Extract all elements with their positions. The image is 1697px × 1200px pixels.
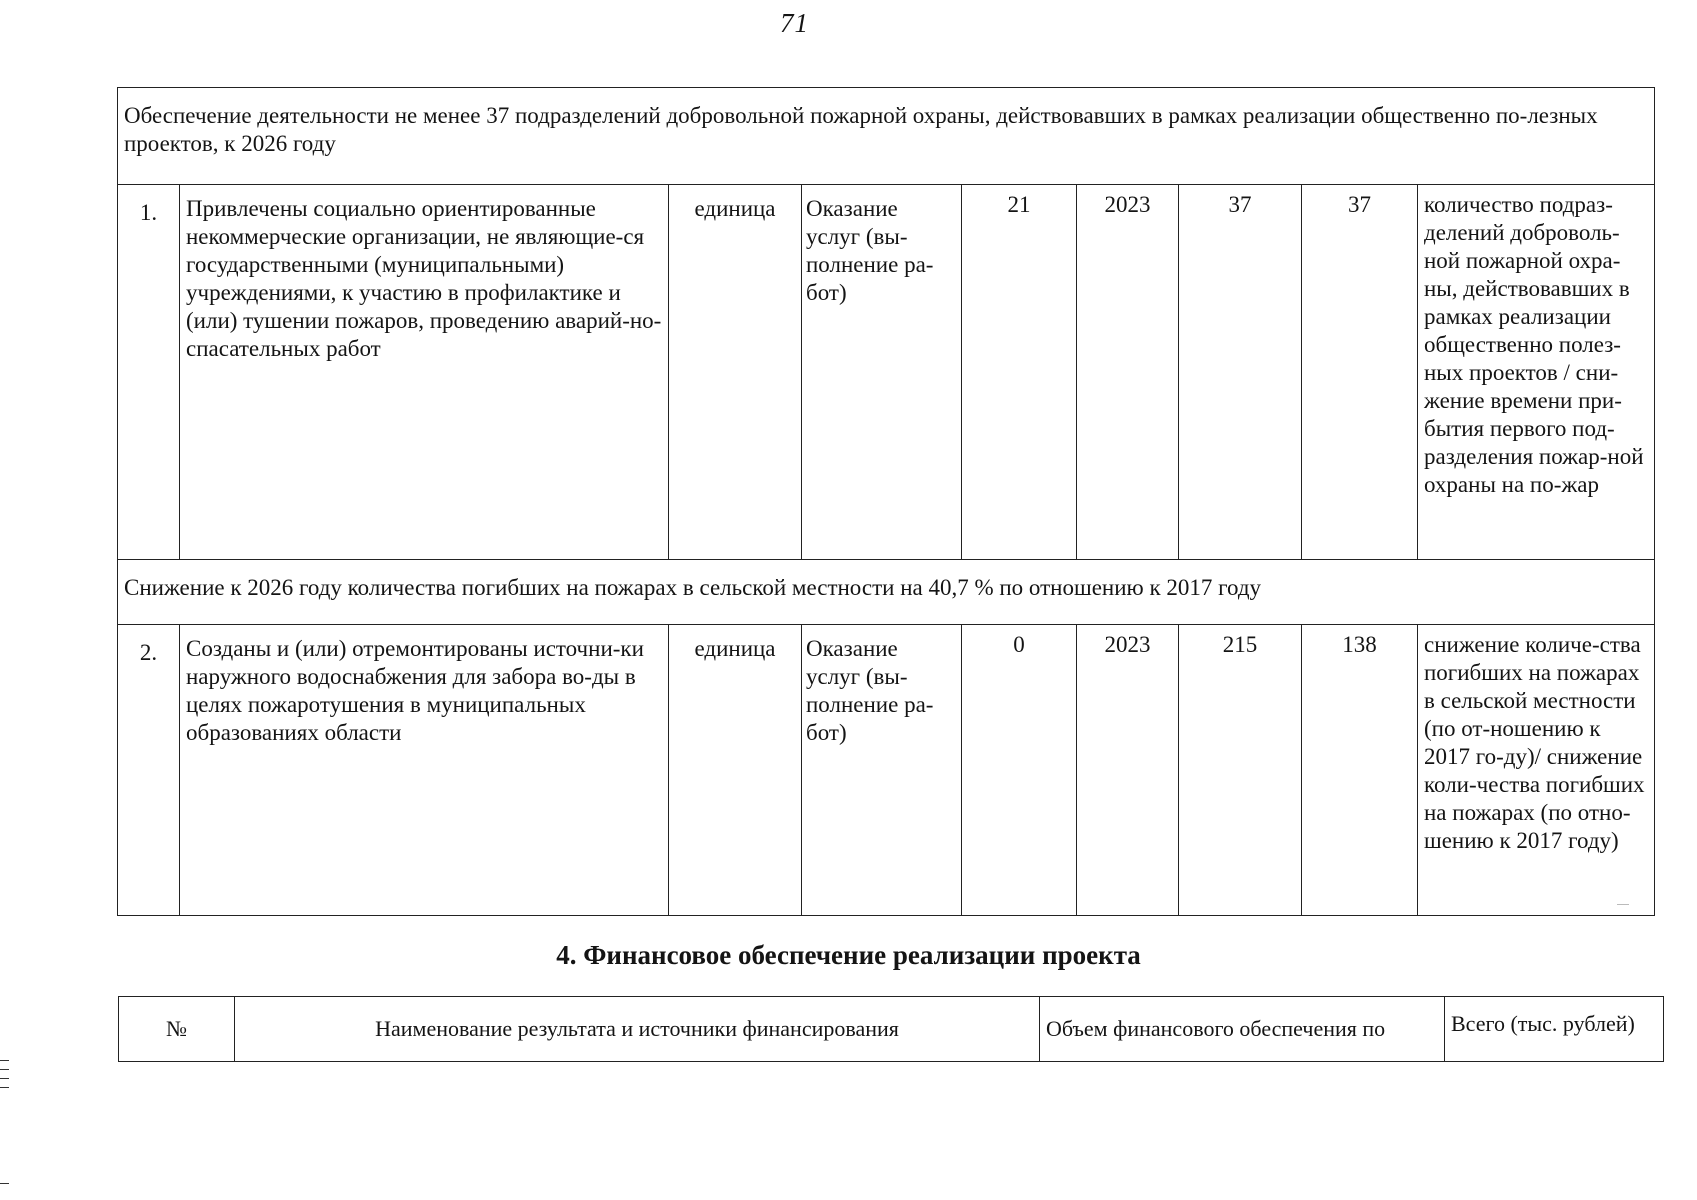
column-header-number: № [119, 997, 235, 1062]
table-row [118, 185, 1655, 560]
value-b: 138 [1302, 625, 1418, 916]
goal-1-text: Обеспечение деятельности не менее 37 подразделений добровольной пожарной охраны, действовавших в рамках реализации общественно по-лезных проектов, к 2026 году [118, 88, 1655, 185]
section-title: 4. Финансовое обеспечение реализации проекта [556, 940, 1141, 970]
page-number: 71 [780, 8, 809, 38]
base-year: 2023 [1077, 625, 1179, 916]
result-type: Оказание услуг (вы-полнение ра-бот) [802, 185, 962, 560]
row-number: 2. [118, 625, 180, 916]
table-row [118, 625, 1655, 916]
base-value: 21 [962, 185, 1077, 560]
unit-cell: единица [669, 625, 802, 916]
binding-marks [0, 1060, 10, 1096]
column-header-volume: Объем финансового обеспечения по [1040, 997, 1445, 1062]
base-year: 2023 [1077, 185, 1179, 560]
column-header-total: Всего (тыс. рублей) [1445, 997, 1664, 1062]
row-number: 1. [118, 185, 180, 560]
scan-artifact [1617, 904, 1629, 905]
finance-header-row [119, 997, 1664, 1062]
result-name: Созданы и (или) отремонтированы источни-ки наружного водоснабжения для забора во-ды в целях пожаротушения в муниципальных образованиях области [180, 625, 669, 916]
result-type: Оказание услуг (вы-полнение ра-бот) [802, 625, 962, 916]
value-b: 37 [1302, 185, 1418, 560]
result-name: Привлечены социально ориентированные некоммерческие организации, не являющие-ся государственными (муниципальными) учреждениями, к участию в профилактике и (или) тушении пожаров, проведению аварий-но-спасательных работ [180, 185, 669, 560]
unit-cell: единица [669, 185, 802, 560]
value-a: 37 [1179, 185, 1302, 560]
margin-tick [0, 1183, 9, 1184]
value-a: 215 [1179, 625, 1302, 916]
column-header-name: Наименование результата и источники финансирования [235, 997, 1040, 1062]
base-value: 0 [962, 625, 1077, 916]
indicator-cell: количество подраз-делений доброволь-ной пожарной охра-ны, действовавших в рамках реализации общественно полез-ных проектов / сни-жение времени при-бытия первого под-разделения пожар-ной охраны на по-жар [1418, 185, 1655, 560]
finance-table [118, 996, 1664, 1062]
goal-row-2 [118, 560, 1655, 625]
results-table [117, 87, 1655, 916]
goal-row-1 [118, 88, 1655, 185]
indicator-cell: снижение количе-ства погибших на пожарах в сельской местности (по от-ношению к 2017 го-ду)/ снижение коли-чества погибших на пожарах (по отно-шению к 2017 году) [1418, 625, 1655, 916]
goal-2-text: Снижение к 2026 году количества погибших на пожарах в сельской местности на 40,7 % по отношению к 2017 году [118, 560, 1655, 625]
